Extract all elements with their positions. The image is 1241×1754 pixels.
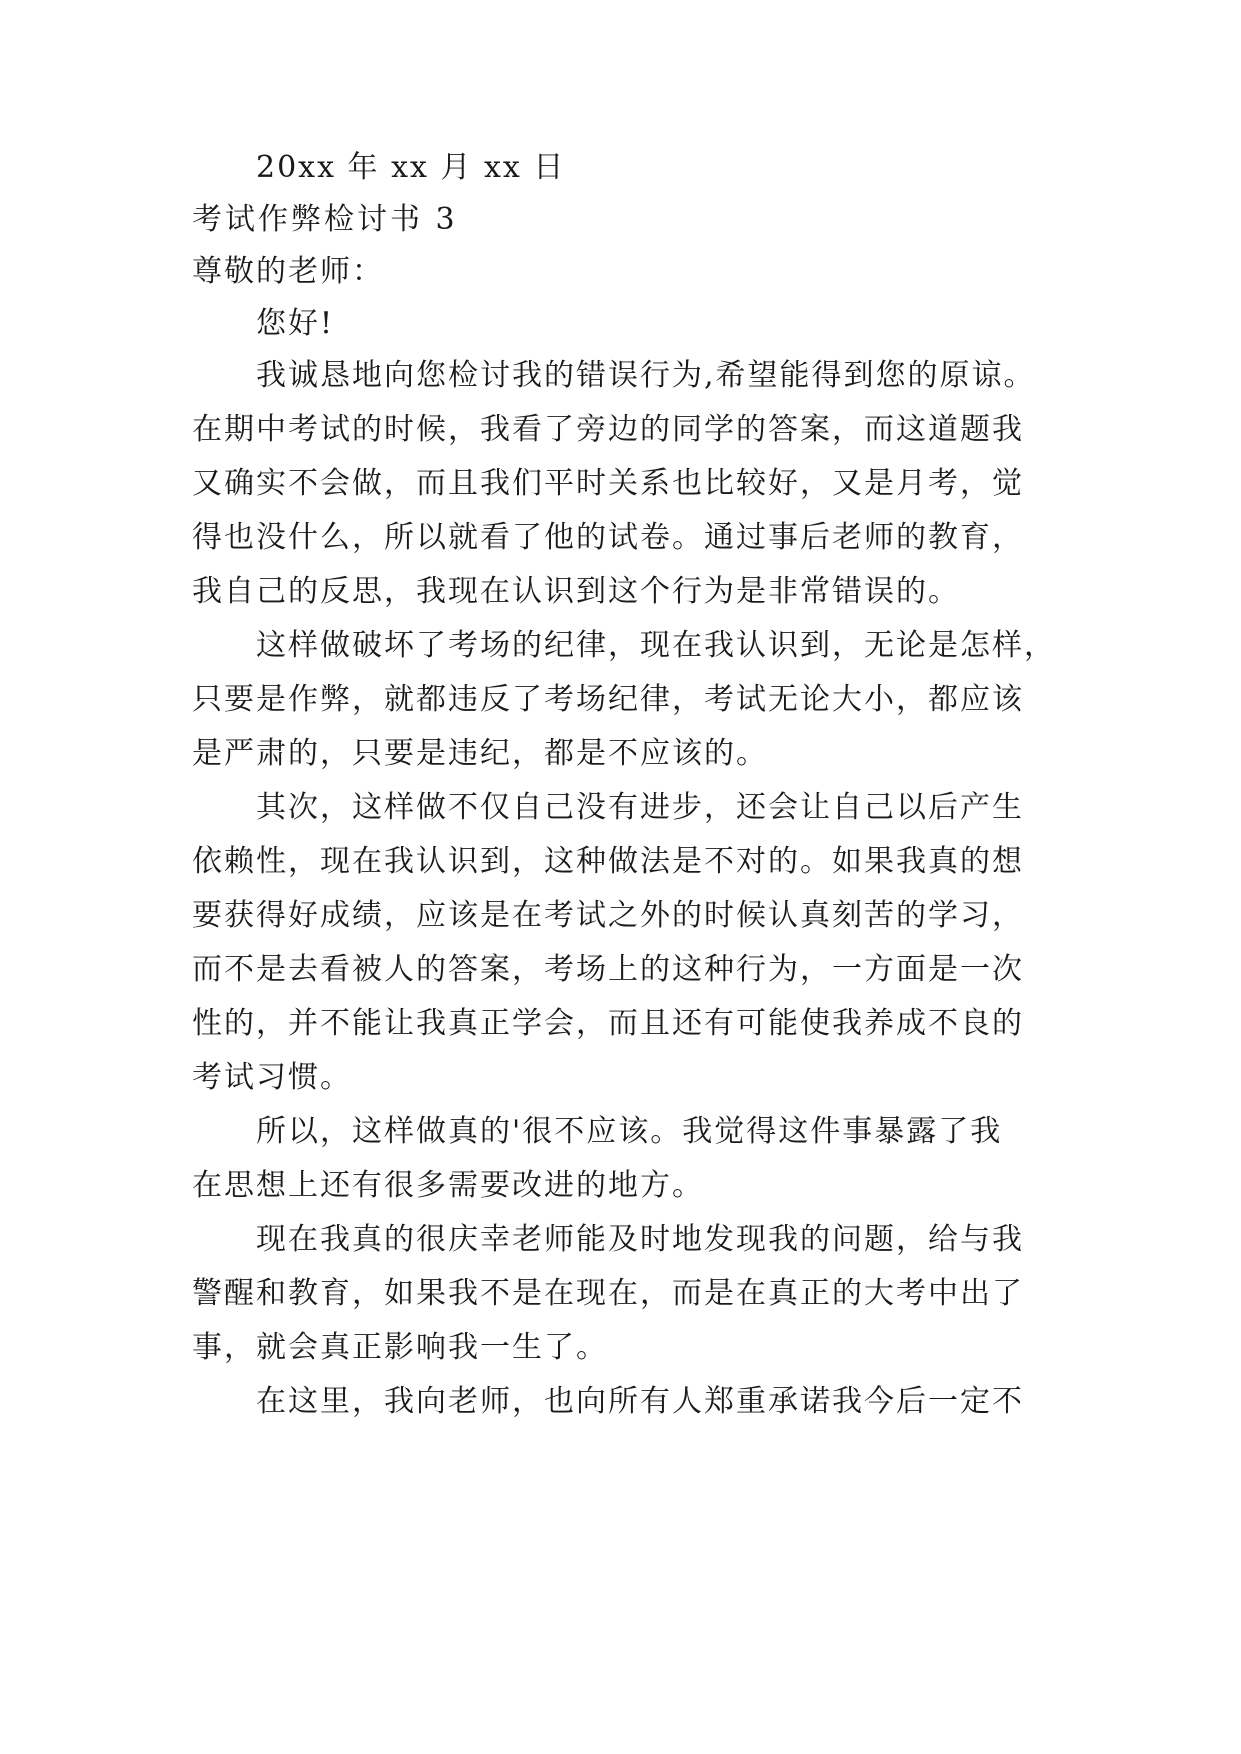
paragraph-line: 这样做破坏了考场的纪律，现在我认识到，无论是怎样，: [256, 628, 1056, 663]
paragraph-line: 我自己的反思，我现在认识到这个行为是非常错误的。: [192, 574, 960, 609]
paragraph-line: 在这里，我向老师，也向所有人郑重承诺我今后一定不: [256, 1384, 1024, 1419]
paragraph-line: 只要是作弊，就都违反了考场纪律，考试无论大小，都应该: [192, 682, 1024, 717]
paragraph-line: 考试习惯。: [192, 1060, 352, 1095]
paragraph-line: 依赖性，现在我认识到，这种做法是不对的。如果我真的想: [192, 844, 1024, 879]
paragraph-line: 得也没什么，所以就看了他的试卷。通过事后老师的教育，: [192, 520, 1024, 555]
paragraph-line: 性的，并不能让我真正学会，而且还有可能使我养成不良的: [192, 1006, 1024, 1041]
greeting: 您好!: [256, 306, 335, 341]
paragraph-line: 又确实不会做，而且我们平时关系也比较好，又是月考，觉: [192, 466, 1024, 501]
paragraph-line: 在期中考试的时候，我看了旁边的同学的答案，而这道题我: [192, 412, 1024, 447]
paragraph-line: 在思想上还有很多需要改进的地方。: [192, 1168, 704, 1203]
paragraph-line: 警醒和教育，如果我不是在现在，而是在真正的大考中出了: [192, 1276, 1024, 1311]
date-line: 20xx 年 xx 月 xx 日: [256, 150, 566, 185]
paragraph-line: 要获得好成绩，应该是在考试之外的时候认真刻苦的学习，: [192, 898, 1024, 933]
paragraph-line: 是严肃的，只要是违纪，都是不应该的。: [192, 736, 768, 771]
paragraph-line: 其次，这样做不仅自己没有进步，还会让自己以后产生: [256, 790, 1024, 825]
paragraph-line: 而不是去看被人的答案，考场上的这种行为，一方面是一次: [192, 952, 1024, 987]
paragraph-line: 事，就会真正影响我一生了。: [192, 1330, 608, 1365]
paragraph-line: 所以，这样做真的'很不应该。我觉得这件事暴露了我: [256, 1114, 1003, 1149]
paragraph-line: 我诚恳地向您检讨我的错误行为,希望能得到您的原谅。: [256, 358, 1036, 393]
document-title: 考试作弊检讨书 3: [192, 202, 458, 237]
salutation: 尊敬的老师：: [192, 254, 384, 289]
paragraph-line: 现在我真的很庆幸老师能及时地发现我的问题，给与我: [256, 1222, 1024, 1257]
